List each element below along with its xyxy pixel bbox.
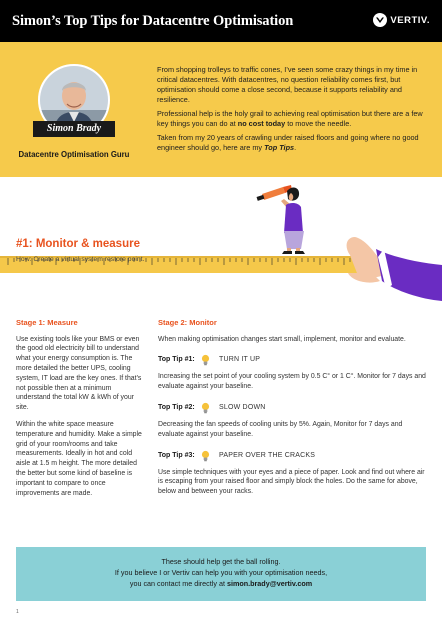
lightbulb-icon <box>200 450 211 462</box>
stage-2-intro: When making optimisation changes start small, implement, monitor and evaluate. <box>158 335 406 343</box>
stage-1-paragraph: Use existing tools like your BMS or even the good old electricity bill to understand what your energy consumption is. The more detailed the better UPS, cooling system, IT load are the key ones. If that’s not possible then at a minimum understand the total kW & kWh of your site. <box>16 335 142 412</box>
contact-callout <box>16 547 426 601</box>
lightbulb-icon <box>200 402 211 414</box>
intro-text <box>157 65 432 158</box>
tip-label: Top Tip #3: <box>158 451 195 459</box>
role-caption: Datacentre Optimisation Guru <box>18 150 130 159</box>
stage-2-heading: Stage 2: Monitor <box>158 318 217 327</box>
tip-name: SLOW DOWN <box>219 404 266 412</box>
contact-email-link[interactable]: simon.brady@vertiv.com <box>226 579 313 589</box>
intro-paragraph-3: Taken from my 20 years of crawling under raised floors and going where no good engineer should go, here are my Top Tips. <box>157 133 419 153</box>
section-subheading: How: Create a virtual system restore point. <box>16 256 145 263</box>
tip-text: Increasing the set point of your cooling system by 0.5 C° or 1 C°. Monitor for 7 days and evaluate against your baseline. <box>158 373 426 391</box>
telescope-icon <box>257 185 292 201</box>
intro-paragraph-2: Professional help is the holy grail to achieving real optimisation but there are a few key things you can do at no cost today to move the needle. <box>157 109 423 129</box>
measuring-illustration <box>0 177 442 327</box>
callout-line: you can contact me directly at simon.brady@vertiv.com <box>129 579 313 589</box>
logo-wordmark: VERTIV. <box>390 14 430 26</box>
tip-text: Decreasing the fan speeds of cooling units by 5%. Again, Monitor for 7 days and evaluate against your baseline. <box>158 421 403 438</box>
vertiv-logo <box>373 13 430 27</box>
callout-line: These should help get the ball rolling. <box>161 557 281 566</box>
tip-2-heading <box>158 402 430 414</box>
stage-1-paragraph: Within the white space measure temperature and humidity. Make a simple grid of your room/rooms and take measurements. Ideally in hot and cold aisle at 1.5 m height. The more detailed the better but some kind of baseline is important to compare to once improvements are made. <box>16 421 142 497</box>
lightbulb-icon <box>200 354 211 366</box>
woman-figure-icon <box>281 188 305 254</box>
callout-line: If you believe I or Vertiv can help you with your optimisation needs, <box>114 568 328 578</box>
name-plate: Simon Brady <box>33 121 115 137</box>
page-title: Simon’s Top Tips for Datacentre Optimisation <box>12 13 294 29</box>
tip-name: TURN IT UP <box>219 356 261 364</box>
stage-2-column <box>158 318 430 503</box>
vertiv-logo-icon <box>373 13 387 27</box>
section-heading: #1: Monitor & measure <box>16 238 140 250</box>
header-bar <box>0 0 442 42</box>
stage-1-heading: Stage 1: Measure <box>16 318 78 327</box>
tip-3-heading <box>158 450 430 462</box>
intro-paragraph-1: From shopping trolleys to traffic cones, I’ve seen some crazy things in my time in critical datacentres. With datacentres, no question reliability comes first, but optimisation should come a close second, because it supports reliability and resilience. <box>157 65 418 105</box>
page-number: 1 <box>16 609 19 615</box>
tip-name: PAPER OVER THE CRACKS <box>219 451 316 459</box>
hand-icon <box>347 237 442 301</box>
intro-panel <box>0 42 442 177</box>
tip-text: Use simple techniques with your eyes and a piece of paper. Look and find out where air is escaping from your raised floor and simply block the holes. Do the same for above, below and between your racks. <box>158 468 425 496</box>
tip-label: Top Tip #1: <box>158 356 195 364</box>
stage-1-column <box>16 318 144 505</box>
tip-1-heading <box>158 354 430 366</box>
tip-label: Top Tip #2: <box>158 404 195 412</box>
